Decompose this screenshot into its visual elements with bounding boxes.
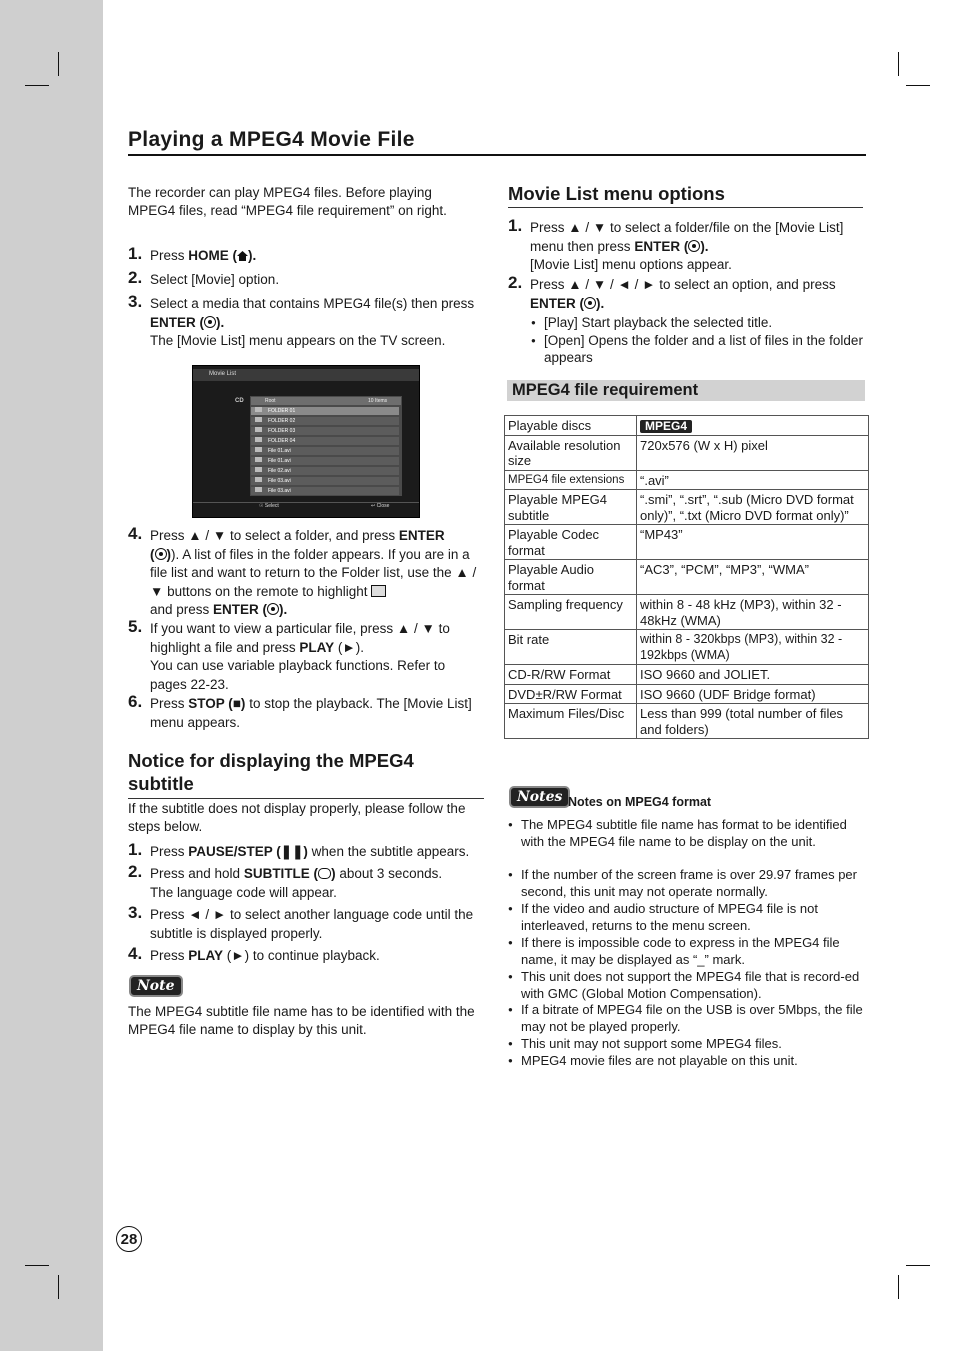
folder-icon: [255, 407, 262, 412]
table-row: Bit rate within 8 - 320kbps (MP3), within 32 - 192kbps (WMA): [505, 630, 869, 665]
table-row: CD-R/RW Format ISO 9660 and JOLIET.: [505, 665, 869, 685]
movie-list-row: File 03.avi: [251, 487, 399, 495]
file-icon: [255, 457, 262, 462]
note-item: ● If a bitrate of MPEG4 file on the USB is over 5Mbps, the file may not be played properly.: [521, 1001, 866, 1035]
notice-step-3: 3. Press ◄ / ► to select another language code until the subtitle is displayed properly.: [128, 903, 474, 941]
table-row: Playable Audio format “AC3”, “PCM”, “MP3”, “WMA”: [505, 560, 869, 595]
folder-icon: [255, 427, 262, 432]
enter-icon: [204, 316, 216, 328]
notice-heading: Notice for displaying the MPEG4 subtitle: [128, 749, 484, 799]
note-text: The MPEG4 subtitle file name has to be identified with the MPEG4 file name to display by this unit.: [128, 1004, 475, 1037]
crop-mark: [898, 52, 899, 76]
option-bullet: ● [Open] Opens the folder and a list of files in the folder appears: [544, 332, 864, 366]
crop-mark: [58, 52, 59, 76]
step-5: 5. If you want to view a particular file, press ▲ / ▼ to highlight a file and press PLAY (►). You can use variable playback functions. Refer to pages 22-23.: [128, 617, 450, 692]
movie-list-row: File 02.avi: [251, 467, 399, 475]
intro-text: The recorder can play MPEG4 files. Before playing MPEG4 files, read “MPEG4 file requirement” on right.: [128, 185, 447, 218]
crop-mark: [906, 1265, 930, 1266]
table-row: Sampling frequency within 8 - 48 kHz (MP3), within 32 - 48kHz (WMA): [505, 595, 869, 630]
crop-mark: [25, 1265, 49, 1266]
table-row: Playable Codec format “MP43”: [505, 525, 869, 560]
notice-intro: If the subtitle does not display properly, please follow the steps below.: [128, 801, 466, 834]
note-item: ● If the number of the screen frame is over 29.97 frames per second, this unit may not operate normally.: [521, 866, 861, 900]
step-2: 2. Select [Movie] option.: [128, 268, 280, 287]
movie-list-row: FOLDER 02: [251, 417, 399, 425]
step-number: 1.: [128, 244, 143, 263]
options-heading: Movie List menu options: [508, 182, 863, 208]
table-row: Maximum Files/Disc Less than 999 (total number of files and folders): [505, 704, 869, 739]
media-label: CD: [235, 398, 244, 404]
folder-up-icon: [371, 585, 386, 597]
movie-list-row: File 03.avi: [251, 477, 399, 485]
crop-mark: [58, 1275, 59, 1299]
option-bullet: ● [Play] Start playback the selected title.: [544, 314, 864, 331]
footer-close: ↩ Close: [371, 503, 390, 509]
option-step-2: 2. Press ▲ / ▼ / ◄ / ► to select an option, and press ENTER ( ).: [508, 273, 836, 311]
subtitle-icon: [318, 868, 331, 879]
folder-icon: [255, 437, 262, 442]
crop-mark: [898, 1275, 899, 1299]
footer-select: ☉ Select: [259, 503, 279, 509]
note-item: ● If there is impossible code to express in the MPEG4 file name, it may be displayed as “_” mark.: [521, 934, 866, 968]
notice-step-2: 2. Press and hold SUBTITLE ( ) about 3 seconds. The language code will appear.: [128, 862, 443, 900]
mpeg4-badge: MPEG4: [640, 420, 692, 433]
file-icon: [255, 487, 262, 492]
notes-title: Notes on MPEG4 format: [568, 795, 712, 809]
table-row: Available resolution size 720x576 (W x H) pixel: [505, 435, 869, 470]
note-item: ● This unit may not support some MPEG4 files.: [521, 1035, 861, 1052]
step-1: 1. Press HOME ( ).: [128, 244, 257, 263]
note-badge: Note: [129, 975, 183, 997]
crop-mark: [906, 85, 930, 86]
step-3: 3. Select a media that contains MPEG4 file(s) then press ENTER ( ). The [Movie List] menu appears on the TV screen.: [128, 292, 475, 348]
enter-icon: [155, 548, 167, 560]
folder-icon: [255, 417, 262, 422]
requirement-table: [504, 415, 869, 739]
table-row: Playable MPEG4 subtitle “.smi”, “.srt”, “.sub (Micro DVD format only)”, “.txt (Micro DVD format only)”: [505, 490, 869, 525]
movie-list-row: File 01.avi: [251, 457, 399, 465]
movie-list-row: FOLDER 03: [251, 427, 399, 435]
notes-badge: Notes: [509, 786, 570, 808]
note-item: ● This unit does not support the MPEG4 file that is record-ed with GMC (Global Motion Compensation).: [521, 968, 866, 1002]
note-item: ● If the video and audio structure of MPEG4 file is not interleaved, returns to the menu screen.: [521, 900, 861, 934]
enter-icon: [584, 297, 596, 309]
step-4: 4. Press ▲ / ▼ to select a folder, and press ENTER ( )). A list of files in the folder appears. If you are in a file list and want to return to the Folder list, use the ▲ / ▼ buttons on the remote to highlight and press ENTER ( ).: [128, 524, 477, 617]
note-item: ● MPEG4 movie files are not playable on this unit.: [521, 1052, 861, 1069]
table-row: Playable discs MPEG4: [505, 416, 869, 436]
home-icon: [237, 251, 248, 261]
table-row: MPEG4 file extensions “.avi”: [505, 470, 869, 490]
page-title: Playing a MPEG4 Movie File: [128, 128, 866, 156]
notice-step-1: 1. Press PAUSE/STEP (❚❚) when the subtitle appears.: [128, 840, 470, 859]
step-6: 6. Press STOP (■) to stop the playback. The [Movie List] menu appears.: [128, 692, 472, 730]
crop-mark: [25, 85, 49, 86]
requirement-heading: MPEG4 file requirement: [507, 380, 865, 401]
movie-list-row: FOLDER 01: [251, 407, 399, 415]
option-step-1: 1. Press ▲ / ▼ to select a folder/file on the [Movie List] menu then press ENTER ( ). [Movie List] menu options appear.: [508, 216, 844, 272]
enter-icon: [688, 240, 700, 252]
table-row: DVD±R/RW Format ISO 9660 (UDF Bridge format): [505, 684, 869, 704]
movie-list-screen: Movie List CD Root 10 Items FOLDER 01 FOLDER 02 FOLDER 03 FOLDER 04 File 01.avi File 01.avi File 02.avi File 03.avi File 03.avi ☉ Select ↩ Close: [192, 365, 420, 518]
movie-list-header: Movie List: [209, 371, 237, 377]
movie-list-row: File 01.avi: [251, 447, 399, 455]
page-margin-band: [0, 0, 103, 1351]
notice-step-4: 4. Press PLAY (►) to continue playback.: [128, 944, 380, 963]
file-icon: [255, 447, 262, 452]
page-number: 28: [116, 1226, 142, 1252]
file-icon: [255, 467, 262, 472]
note-item: ● The MPEG4 subtitle file name has format to be identified with the MPEG4 file name to be display on the unit.: [521, 816, 861, 850]
movie-list-row: FOLDER 04: [251, 437, 399, 445]
enter-icon: [267, 603, 279, 615]
file-icon: [255, 477, 262, 482]
